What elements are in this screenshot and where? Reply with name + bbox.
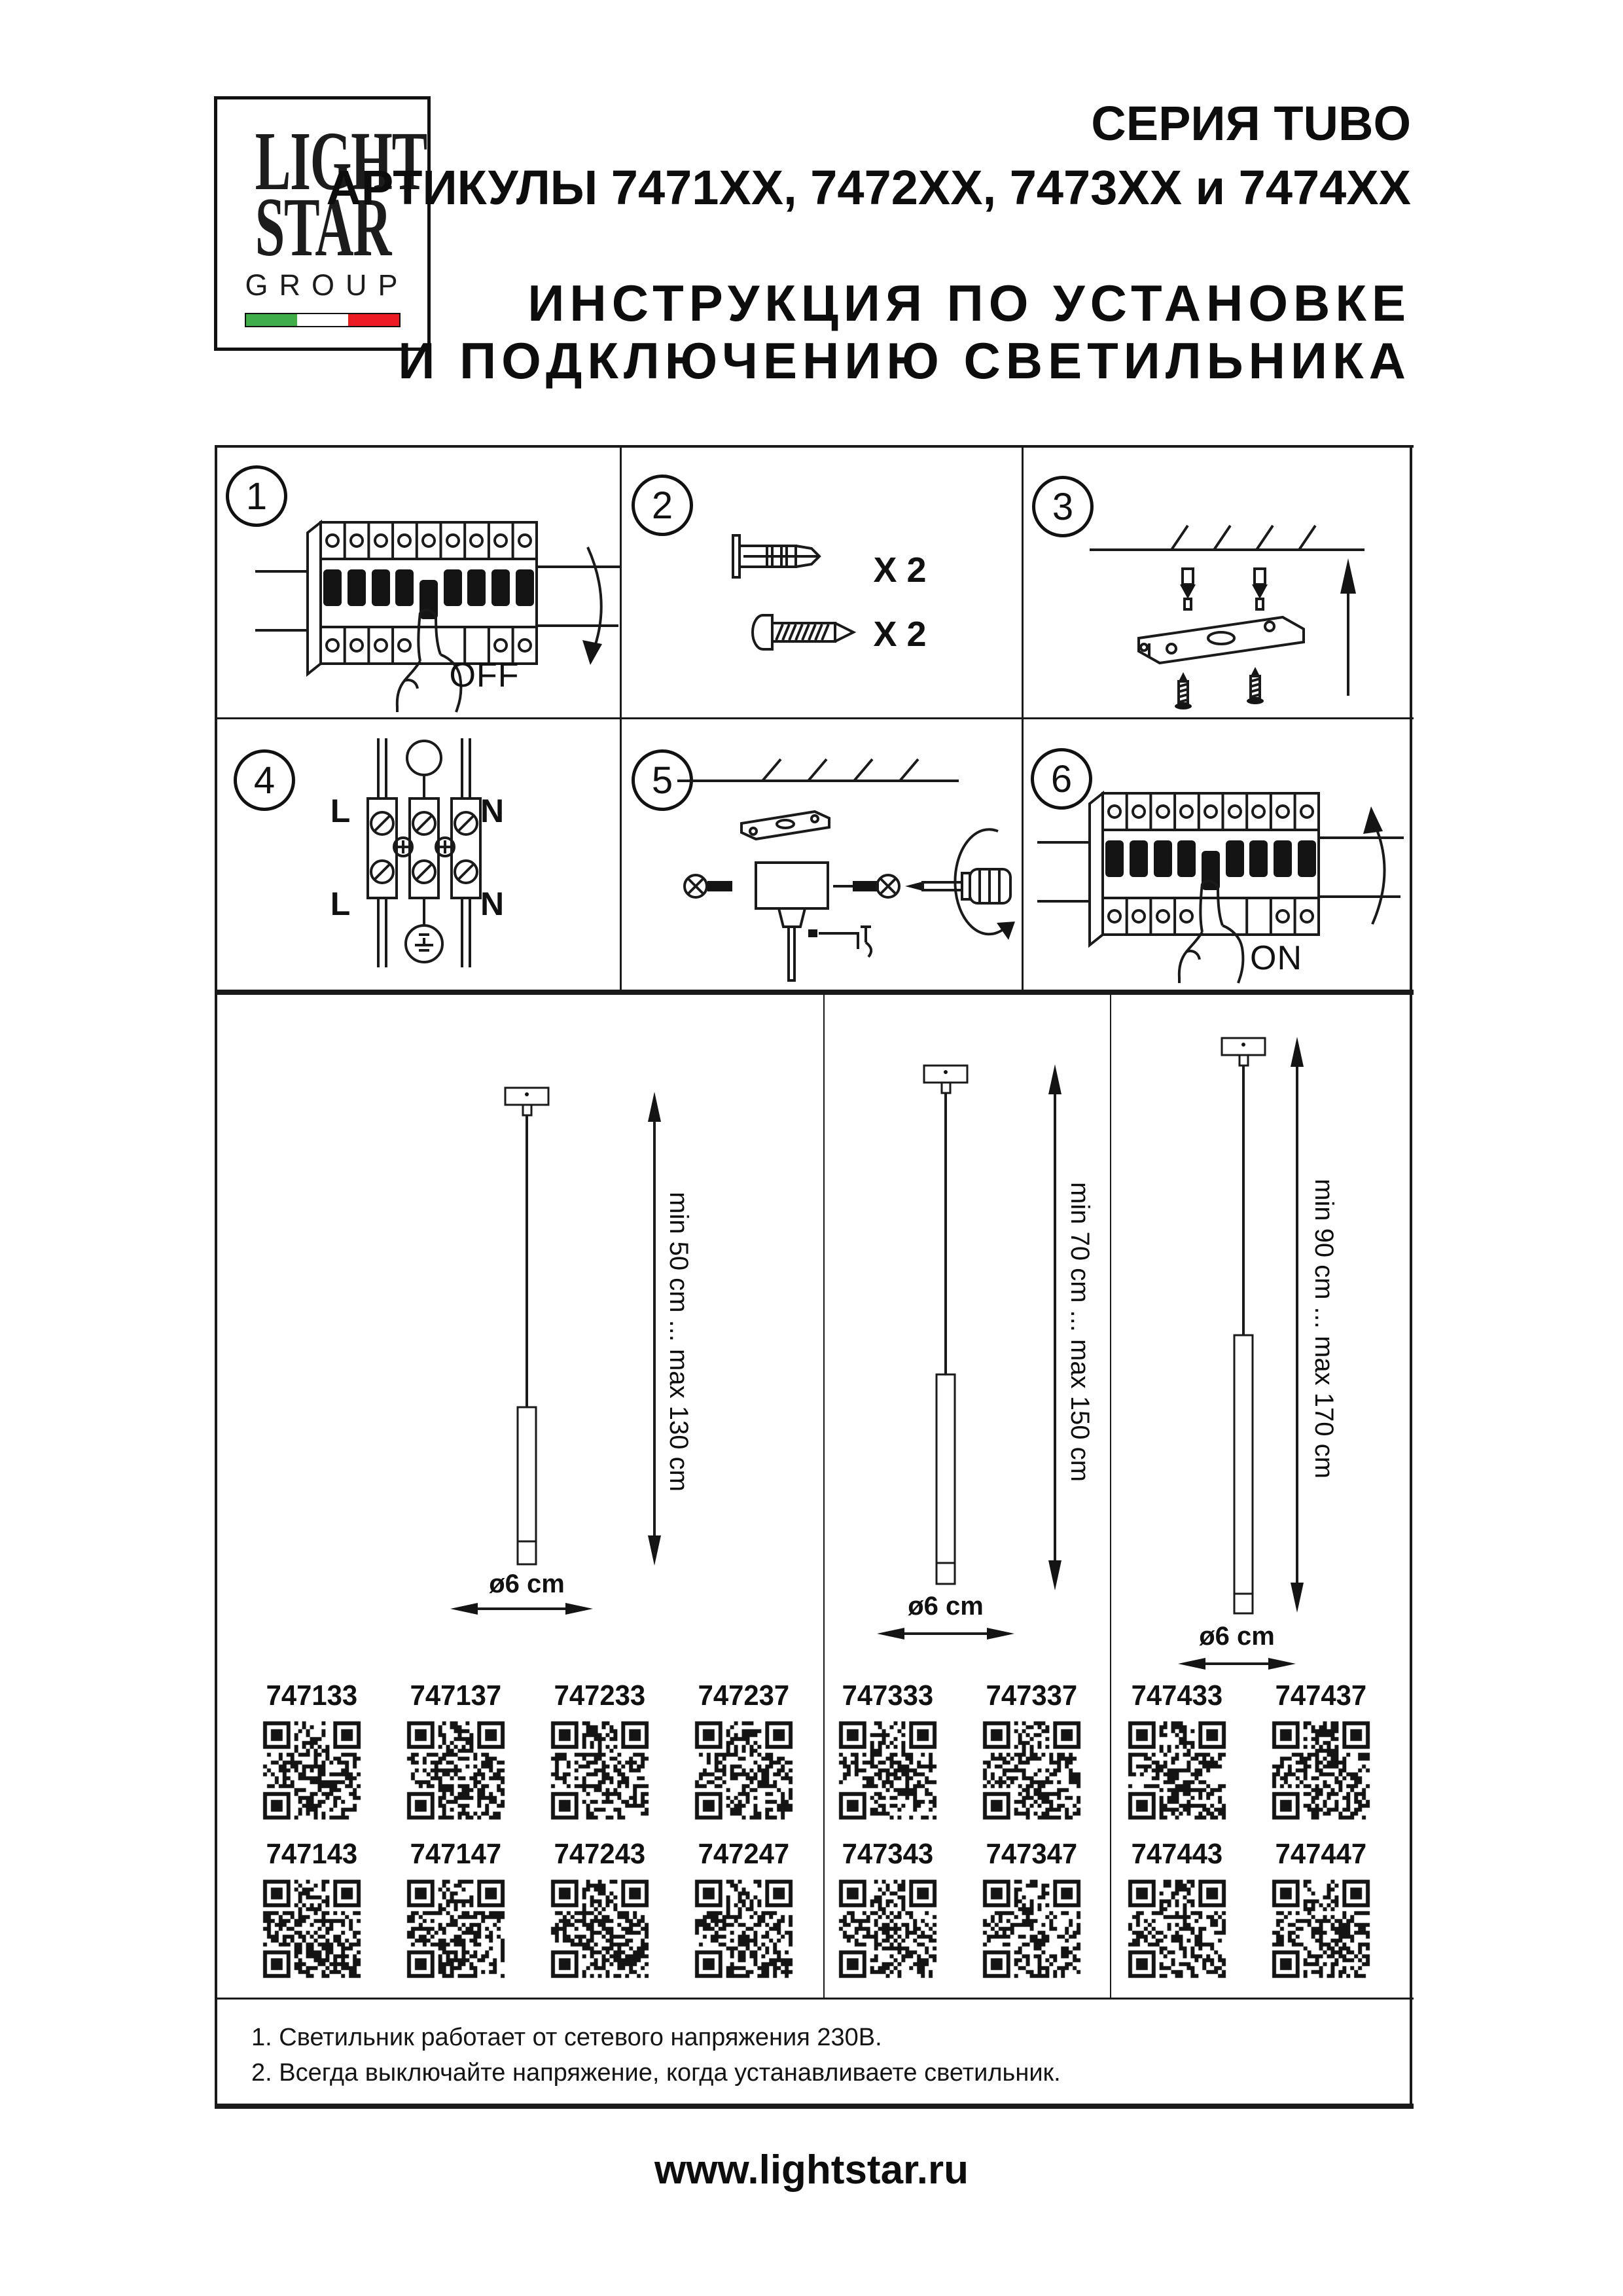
qr-code-icon xyxy=(262,1878,362,1979)
qr-code-icon xyxy=(550,1720,650,1821)
wire-loop-icon xyxy=(407,741,441,775)
terminal-block-icon xyxy=(368,798,480,898)
product-row xyxy=(838,1679,1082,1821)
line-terminal-label-bottom: L xyxy=(330,886,351,922)
product-row xyxy=(262,1838,794,1979)
qr-code-icon xyxy=(982,1878,1082,1979)
flag-green-stripe xyxy=(246,314,297,326)
step-number-text: 3 xyxy=(1052,485,1074,528)
product xyxy=(694,1679,794,1821)
product-code: 747137 xyxy=(410,1679,502,1712)
step-number-text: 6 xyxy=(1050,757,1073,800)
neutral-terminal-label-bottom: N xyxy=(480,886,505,922)
neutral-terminal-label-top: N xyxy=(480,793,505,829)
bracket-mounting-diagram-icon xyxy=(1073,520,1381,713)
articles-subtitle: АРТИКУЛЫ 7471XX, 7472XX, 7473XX и 7474XX xyxy=(326,160,1411,215)
product xyxy=(1271,1679,1371,1821)
steps-column-divider-2 xyxy=(1022,445,1024,992)
height-dimension-arrow-icon xyxy=(648,1092,661,1566)
height-dimension-arrow-icon xyxy=(1291,1037,1304,1613)
terminal-wiring-diagram-icon xyxy=(359,738,490,967)
lamp-column-divider-1 xyxy=(823,995,825,1999)
notes-top-divider xyxy=(215,1998,1414,2000)
line-terminal-label-top: L xyxy=(330,793,351,829)
product xyxy=(1271,1838,1371,1979)
step-number-text: 2 xyxy=(651,484,673,527)
product xyxy=(694,1838,794,1979)
step-4-number xyxy=(234,749,295,811)
product-code: 747347 xyxy=(986,1838,1078,1870)
lamp-section-top-divider xyxy=(215,990,1414,995)
notes-block xyxy=(251,2020,1061,2090)
lamp-2-diameter-label: ø6 cm xyxy=(908,1592,984,1621)
height-dimension-arrow-icon xyxy=(1048,1064,1061,1590)
lamp-2-height-label: min 70 cm ... max 150 cm xyxy=(1065,1182,1094,1482)
product-code: 747437 xyxy=(1275,1679,1367,1712)
product xyxy=(406,1838,506,1979)
product-code: 747433 xyxy=(1131,1679,1223,1712)
product-code: 747233 xyxy=(554,1679,646,1712)
product-code: 747247 xyxy=(698,1838,790,1870)
screw-quantity-label: X 2 xyxy=(873,615,927,654)
step-number-text: 4 xyxy=(253,759,276,802)
table-left-border xyxy=(215,445,217,2109)
product-code: 747133 xyxy=(266,1679,358,1712)
product-code: 747333 xyxy=(842,1679,934,1712)
product xyxy=(550,1838,650,1979)
arrow-up-icon xyxy=(1363,806,1385,924)
qr-code-icon xyxy=(694,1720,794,1821)
qr-code-icon xyxy=(550,1878,650,1979)
product-row xyxy=(1127,1679,1371,1821)
qr-code-icon xyxy=(838,1720,938,1821)
anchor-icon xyxy=(1180,569,1196,609)
hardware-diagram-icon xyxy=(720,517,995,687)
logo-word-star: STAR xyxy=(255,181,391,274)
product xyxy=(838,1679,938,1821)
product-code: 747147 xyxy=(410,1838,502,1870)
product xyxy=(262,1838,362,1979)
flag-white-stripe xyxy=(297,314,348,326)
qr-code-icon xyxy=(1271,1878,1371,1979)
ceiling-icon xyxy=(677,759,959,781)
qr-code-icon xyxy=(838,1878,938,1979)
flag-red-stripe xyxy=(348,314,399,326)
diameter-arrow-icon xyxy=(450,1603,593,1615)
step-number-text: 5 xyxy=(651,759,673,802)
step-number-text: 1 xyxy=(245,475,268,518)
bracket-icon xyxy=(741,812,829,839)
instruction-title-1: ИНСТРУКЦИЯ ПО УСТАНОВКЕ xyxy=(527,274,1411,332)
screw-icon xyxy=(685,875,732,897)
qr-code-icon xyxy=(406,1720,506,1821)
product xyxy=(982,1838,1082,1979)
product-code: 747237 xyxy=(698,1679,790,1712)
table-top-border xyxy=(215,445,1414,448)
ground-symbol-icon xyxy=(406,925,442,962)
steps-row-divider xyxy=(215,717,1414,719)
anchor-icon xyxy=(1252,569,1268,609)
website-url: www.lightstar.ru xyxy=(654,2147,969,2193)
product-row xyxy=(1127,1838,1371,1979)
product xyxy=(1127,1838,1227,1979)
screw-icon xyxy=(1175,672,1192,709)
product-row xyxy=(838,1838,1082,1979)
qr-code-icon xyxy=(1127,1720,1227,1821)
canopy-icon xyxy=(756,863,828,980)
product xyxy=(1127,1679,1227,1821)
lamp-3-diameter-label: ø6 cm xyxy=(1199,1622,1275,1651)
qr-code-icon xyxy=(694,1878,794,1979)
product xyxy=(982,1679,1082,1821)
anchor-quantity-label: X 2 xyxy=(873,550,927,590)
lamp-3-height-label: min 90 cm ... max 170 cm xyxy=(1310,1179,1338,1479)
canopy-mounting-diagram-icon xyxy=(658,758,1014,980)
series-title: СЕРИЯ TUBO xyxy=(1091,96,1411,151)
screw-icon xyxy=(1247,667,1264,704)
italian-flag-icon xyxy=(245,313,401,327)
pendant-lamp-2-diagram-icon xyxy=(838,1047,1145,1649)
on-label: ON xyxy=(1250,939,1302,977)
logo-word-group: GROUP xyxy=(245,268,409,302)
step-2-number xyxy=(632,475,693,536)
bracket-icon xyxy=(1139,617,1304,663)
lamp-1-height-label: min 50 cm ... max 130 cm xyxy=(664,1192,693,1492)
note-line: 1. Светильник работает от сетевого напряжения 230В. xyxy=(251,2024,882,2051)
qr-code-icon xyxy=(982,1720,1082,1821)
product-code: 747243 xyxy=(554,1838,646,1870)
product-code: 747337 xyxy=(986,1679,1078,1712)
instruction-title-2: И ПОДКЛЮЧЕНИЮ СВЕТИЛЬНИКА xyxy=(398,332,1411,389)
diameter-arrow-icon xyxy=(877,1628,1014,1640)
lamp-1-diameter-label: ø6 cm xyxy=(489,1570,565,1598)
product xyxy=(838,1838,938,1979)
product xyxy=(262,1679,362,1821)
qr-code-icon xyxy=(1271,1720,1371,1821)
qr-code-icon xyxy=(406,1878,506,1979)
product-code: 747447 xyxy=(1275,1838,1367,1870)
product-code: 747143 xyxy=(266,1838,358,1870)
product xyxy=(550,1679,650,1821)
product xyxy=(406,1679,506,1821)
arrow-up-icon xyxy=(1340,558,1356,696)
wall-anchor-icon xyxy=(733,535,819,577)
arrow-down-icon xyxy=(582,547,602,665)
diameter-arrow-icon xyxy=(1178,1658,1296,1670)
qr-code-icon xyxy=(1127,1878,1227,1979)
lightstar-logo xyxy=(214,96,431,351)
product-row xyxy=(262,1679,794,1821)
product-code: 747443 xyxy=(1131,1838,1223,1870)
table-bottom-border xyxy=(215,2104,1414,2109)
rotation-arrow-icon xyxy=(955,829,1015,940)
note-line: 2. Всегда выключайте напряжение, когда устанавливаете светильник. xyxy=(251,2059,1061,2087)
off-label: OFF xyxy=(449,656,520,694)
screw-icon xyxy=(753,615,853,649)
logo-word-light: LIGHT xyxy=(255,115,427,207)
screw-icon xyxy=(833,875,899,897)
pendant-lamp-3-diagram-icon xyxy=(1135,1021,1443,1676)
qr-code-icon xyxy=(262,1720,362,1821)
product-code: 747343 xyxy=(842,1838,934,1870)
ceiling-icon xyxy=(1090,526,1364,550)
ground-wire-icon xyxy=(808,927,871,957)
